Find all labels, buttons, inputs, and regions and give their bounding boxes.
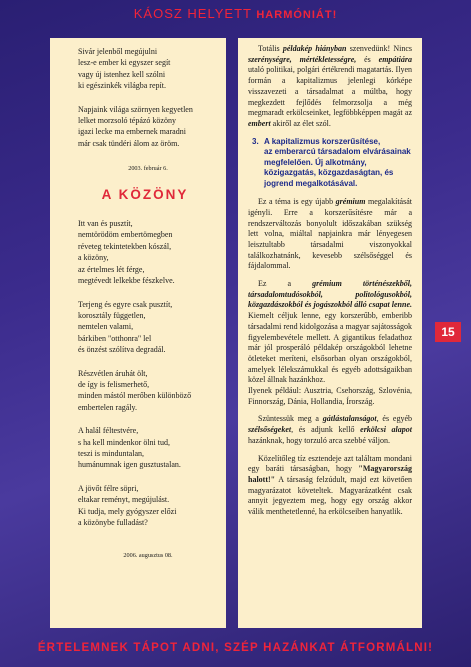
poem-line: teszi is minduntalan, xyxy=(78,448,144,458)
poem-line: de így is felismerhető, xyxy=(78,379,150,389)
poem-line: bárkiben "otthonra" lel xyxy=(78,333,152,343)
paragraph-2: Ez a téma is egy újabb grémium megalakítását igényli. Erre a korszerűsítésre már a rendszerváltozás bonyolult időszakában szükség lett volna, miáltal napjainkra már lényegesen leisztultabb társadalmi viszonyokkal találkozhatnánk, kevesebb szélsőséggel és fájdalommal. xyxy=(248,197,412,271)
poem-stanza xyxy=(78,104,218,150)
poem-line: nemtörödöm embertömegben xyxy=(78,230,173,240)
poem-line: A jövőt félre söpri, xyxy=(78,483,139,493)
poem-line: vagy új istenhez kell szólni xyxy=(78,69,166,79)
poem-line: ki egészinkék világba repít. xyxy=(78,81,166,91)
poem-line: igazi lecke ma embernek maradni xyxy=(78,127,186,137)
poem-line: az értelmes lét férge, xyxy=(78,264,145,274)
poem-stanza xyxy=(78,425,218,471)
paragraph-1: Totális példakép hiányban szenvedünk! Nincs szerénységre, mértékletességre, és empátiára utaló politikai, polgári értékrendi magatartás. Ilyen formán a kapitalizmus jelenlegi kórképe visszavezeti a társadalmat a múltba, hogy megkezdett fejlődés felmorzsolja a még megmaradt erkölcseinket, legföbbképpen magát az embert akiről az élet szól. xyxy=(248,44,412,128)
poem-line: a közönybe fulladást? xyxy=(78,518,148,527)
poem-line: humánumnak igen gusztustalan. xyxy=(78,460,181,470)
poem-line: a közöny, xyxy=(78,253,109,263)
poem-line: A halál féltestvére, xyxy=(78,426,139,436)
paragraph-3: Ez a grémium történészekből, társadalomtudósokból, politológusokból, közgazdászokból és jogászokból álló csapat lenne. Kiemelt céljuk lenne, egy korszerűbb, emberibb társadalmi rend kidolgozása a magyar sajátosságok figyelembevétele mellett. A gigantikus feladathoz már jól prosperáló példakép országokból lehetne ötleteket meríteni, elsősorban olyan országokból, amelyek lélekszámukkal és egyéb adottságaikban közel állnak hazánkhoz. xyxy=(248,279,412,385)
poem-line: lesz-e ember ki egyszer segít xyxy=(78,58,171,68)
left-column xyxy=(50,38,226,628)
poem-line: Terjeng és egyre csak pusztít, xyxy=(78,299,173,309)
page-footer: ÉRTELEMNEK TÁPOT ADNI, SZÉP HAZÁNKAT ÁTFORMÁLNI! xyxy=(37,642,434,654)
poem-line: és önzést szólítva degradál. xyxy=(78,345,166,355)
poem-line: Itt van és pusztít, xyxy=(78,219,133,229)
poem-line: embertelen ragály. xyxy=(78,402,138,412)
poem-1-date: 2003. február 6. xyxy=(128,165,168,173)
poem-line: korosztály független, xyxy=(78,310,146,320)
poem-1 xyxy=(78,46,218,149)
paragraph-6: Közelítőleg tíz esztendeje azt találtam mondani egy baráti társaságban, hogy "Magyarország halott!" A társaság felzúdult, majd ezt követően magyarázatot követeltek. Magyarázatként csak annyit jegyeztem meg, hogy egy ország akkor válik menthetetlenné, ha erkölcseiben hanyatlik. xyxy=(248,453,412,517)
poem-line: Napjaink világa szörnyen kegyetlen xyxy=(78,104,193,114)
poem-line: eltakar reményt, megújulást. xyxy=(78,495,170,505)
poem-2-date: 2006. augusztus 08. xyxy=(123,552,173,560)
poem-line: s ha kell mindenkor ölni tud, xyxy=(78,437,170,447)
paragraph-5: Szüntessük meg a gátlástalanságot, és egyéb szélsőségeket, és adjunk kellő erkölcsi alapot hazánknak, hogy torzuló arca szebbé váljon. xyxy=(248,414,413,445)
poem-line: minden mástól merőben különböző xyxy=(78,391,192,401)
poem-stanza xyxy=(78,368,218,414)
poem-2-title: A KÖZÖNY xyxy=(101,186,189,202)
right-column xyxy=(238,38,422,628)
poem-stanza xyxy=(78,299,218,356)
header-title: KÁOSZ HELYETT xyxy=(133,6,252,21)
page-number-badge: 15 xyxy=(435,322,461,342)
poem-line: réveteg tekintetekben kószál, xyxy=(78,241,172,251)
header-title-bold: HARMÓNIÁT! xyxy=(256,9,338,21)
poem-2 xyxy=(78,218,218,528)
poem-stanza xyxy=(78,483,218,529)
poem-stanza xyxy=(78,46,218,92)
page-header xyxy=(0,6,471,21)
poem-line: lelket morzsoló tépázó közöny xyxy=(78,116,176,126)
poem-line: Ki tudja, mely gyógyszer előzi xyxy=(78,506,177,516)
poem-stanza xyxy=(78,218,218,286)
poem-line: Részvétlen áruhát ölt, xyxy=(78,368,148,378)
poem-line: nemtelen valami, xyxy=(78,322,134,332)
paragraph-4: Ilyenek például: Ausztria, Csehország, Szlovénia, Finnország, Dánia, Hollandia, Írország. xyxy=(248,386,412,406)
poem-line: megtévedt lelkekbe fészkelve. xyxy=(78,276,175,286)
section-heading: 3. A kapitalizmus korszerűsítése, az emberarcú társadalom elvárásainak megfelelően. Új alkotmány, közigazgatás, közgazdaságtan, és jogrend megalkotásával. xyxy=(252,136,411,188)
poem-line: már csak tündéri álom az öröm. xyxy=(78,138,180,148)
poem-line: Sivár jelenből megújulni xyxy=(78,47,158,56)
